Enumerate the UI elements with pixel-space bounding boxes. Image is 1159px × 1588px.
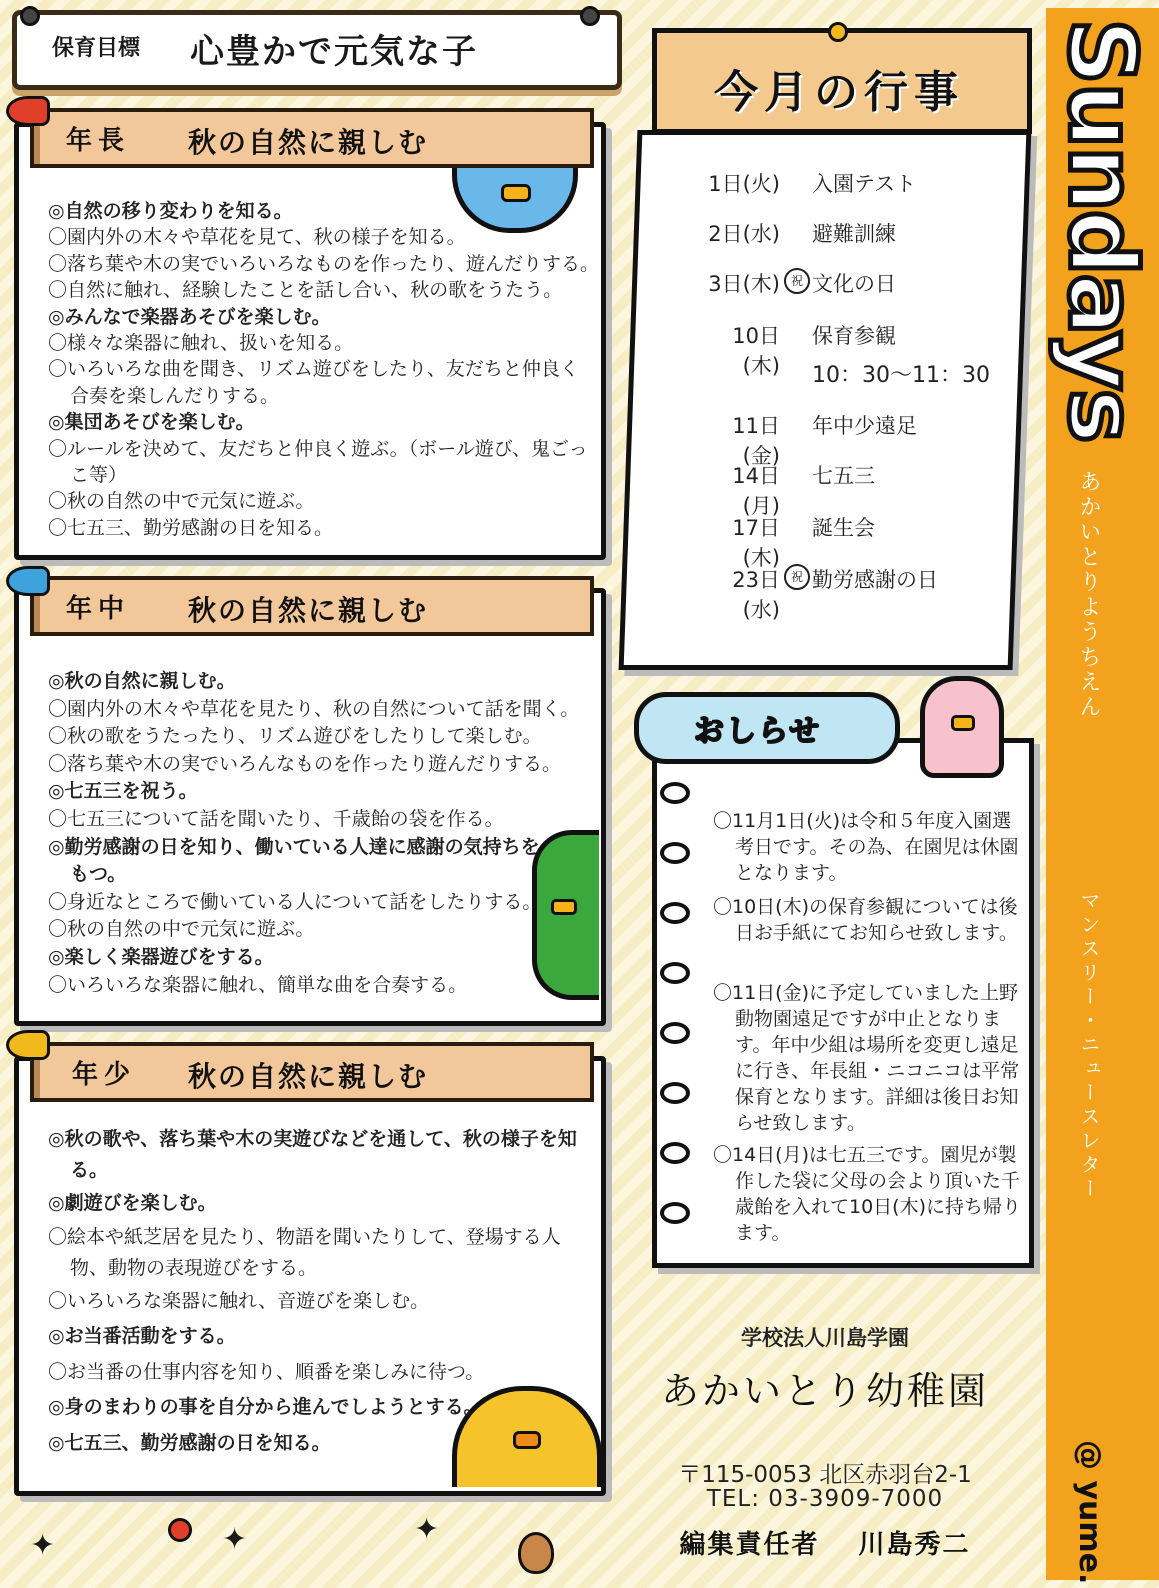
notice-item: 〇11月1日(火)は令和５年度入園選考日です。その為、在園児は休園となります。 [713,810,1019,884]
middle-class-label: 年中 [66,594,131,624]
list-item: 〇落ち葉や木の実でいろいろなものを作ったり、遊んだりする。 [48,252,600,275]
list-item: 〇秋の歌をうたったり、リズム遊びをしたりして楽しむ。 [48,725,542,748]
spiral-ring-icon [660,962,690,984]
list-item: ◎劇遊びを楽しむ。 [48,1192,217,1214]
list-item: ◎集団あそびを楽しむ。 [48,411,255,434]
pushpin-red-icon [6,96,50,126]
event-date: 14日(月) [732,464,780,518]
pushpin-yellow-icon [6,1030,50,1060]
event-name: 年中少遠足 [812,414,917,438]
pink-bird-icon [920,676,1004,778]
notice-item: 〇14日(月)は七五三です。園児が製作した袋に父母の会より頂いた千歳飴を入れて10日(木)に持ち帰ります。 [713,1144,1022,1244]
school-corporation: 学校法人川島学園 [741,1326,909,1350]
spiral-ring-icon [660,902,690,924]
brand-logo [1046,18,1159,442]
leaf-icon: ✦ [222,1522,248,1557]
event-name: 文化の日 [812,272,896,296]
list-item: 〇身近なところで働いている人について話をしたりする。 [48,890,542,913]
spiral-ring-icon [660,1142,690,1164]
school-name: あかいとり幼稚園 [660,1369,989,1413]
goal-text: 心豊かで元気な子 [190,32,478,72]
pin-icon [20,6,40,26]
senior-title: 秋の自然に親しむ [188,126,429,159]
list-item: ◎秋の歌や、落ち葉や木の実遊びなどを通して、秋の様子を知る。 [48,1128,577,1181]
list-item: ◎勤労感謝の日を知り、働いている人達に感謝の気持ちをもつ。 [48,835,540,886]
editor-name: 編集責任者 川島秀二 [679,1530,971,1560]
list-item: 〇園内外の木々や草花を見て、秋の様子を知る。 [48,226,466,249]
event-date: 3日(木) [708,272,780,296]
event-name: 保育参観 [812,324,896,348]
junior-list [48,1124,588,1461]
middle-title: 秋の自然に親しむ [188,594,429,627]
list-item: 〇秋の自然の中で元気に遊ぶ。 [48,490,315,513]
holiday-mark-icon: 祝 [784,268,810,294]
pin-icon [580,6,600,26]
goal-label: 保育目標 [52,36,141,61]
list-item: 〇いろいろな楽器に触れ、簡単な曲を合奏する。 [48,973,468,996]
list-item: 〇お当番の仕事内容を知り、順番を楽しみに待つ。 [48,1360,485,1383]
list-item: 〇ルールを決めて、友だちと仲良く遊ぶ。（ボール遊び、鬼ごっこ等） [48,437,588,487]
event-date: 10日(木) [732,324,780,378]
event-date: 2日(水) [708,222,780,246]
event-date: 17日(木) [732,516,780,570]
junior-title: 秋の自然に親しむ [188,1060,429,1093]
junior-class-label: 年少 [72,1060,137,1090]
list-item: 〇秋の自然の中で元気に遊ぶ。 [48,918,315,941]
event-date: 23日(水) [732,568,780,622]
notice-title: おしらせ [694,714,822,749]
spiral-ring-icon [660,1202,690,1224]
list-item: ◎秋の自然に親しむ。 [48,670,236,692]
event-name: 七五三 [812,464,875,488]
list-item: ◎みんなで楽器あそびを楽しむ。 [48,305,331,328]
leaf-icon: ✦ [30,1528,56,1563]
senior-class-label: 年長 [66,126,131,156]
kindergarten-kana: あかいとりようちえん [1076,470,1101,720]
list-item: 〇落ち葉や木の実でいろんなものを作ったり遊んだりする。 [48,752,562,775]
berry-icon [168,1518,192,1542]
list-item: 〇七五三について話を聞いたり、千歳飴の袋を作る。 [48,807,504,830]
list-item: 〇園内外の木々や草花を見たり、秋の自然について話を聞く。 [48,697,580,720]
holiday-mark-icon: 祝 [784,564,810,590]
event-name: 避難訓練 [812,222,896,246]
event-name: 勤労感謝の日 [812,568,938,592]
school-tel: TEL: 03-3909-7000 [706,1486,944,1512]
spiral-ring-icon [660,1022,690,1044]
list-item: ◎自然の移り変わりを知る。 [48,200,293,222]
signature: @ yume. [1072,1440,1107,1585]
school-address: 〒115-0053 北区赤羽台2-1 [678,1462,972,1488]
event-name: 誕生会 [812,516,875,540]
event-name: 入園テスト [812,172,917,196]
event-time: 10：30〜11：30 [812,363,990,388]
list-item: ◎七五三を祝う。 [48,780,198,803]
newsletter-kana: マンスリー・ニュースレター [1077,890,1101,1202]
notice-item: 〇11日(金)に予定していました上野動物園遠足ですが中止となります。年中少組は場所を変更し遠足に行き、年長組・ニコニコは平常保育となります。詳細は後日お知らせ致します。 [713,982,1020,1134]
events-title: 今月の行事 [714,67,964,118]
senior-list [48,198,600,541]
list-item: ◎七五三、勤労感謝の日を知る。 [48,1431,331,1454]
spiral-ring-icon [660,1082,690,1104]
spiral-ring-icon [660,842,690,864]
list-item: 〇七五三、勤労感謝の日を知る。 [48,516,334,539]
list-item: 〇いろいろな楽器に触れ、音遊びを楽しむ。 [48,1289,430,1312]
list-item: ◎身のまわりの事を自分から進んでしようとする。 [48,1396,483,1418]
pushpin-blue-icon [6,566,50,596]
middle-list [48,668,578,999]
brand-title: Sundays [1048,18,1156,442]
acorn-icon [518,1532,554,1574]
notice-item: 〇10日(木)の保育参観については後日お手紙にてお知らせ致します。 [713,896,1018,944]
list-item: 〇絵本や紙芝居を見たり、物語を聞いたりして、登場する人物、動物の表現遊びをする。 [48,1225,561,1279]
list-item: 〇自然に触れ、経験したことを話し合い、秋の歌をうたう。 [48,279,563,302]
event-date: 1日(火) [708,172,780,196]
list-item: 〇様々な楽器に触れ、扱いを知る。 [48,332,354,355]
list-item: 〇いろいろな曲を聞き、リズム遊びをしたり、友だちと仲良く合奏を楽しんだりする。 [48,358,579,407]
leaf-icon: ✦ [414,1512,440,1547]
spiral-ring-icon [660,782,690,804]
pin-icon [828,22,848,42]
list-item: ◎楽しく楽器遊びをする。 [48,945,274,968]
list-item: ◎お当番活動をする。 [48,1325,236,1347]
event-date: 11日(金) [732,414,780,468]
